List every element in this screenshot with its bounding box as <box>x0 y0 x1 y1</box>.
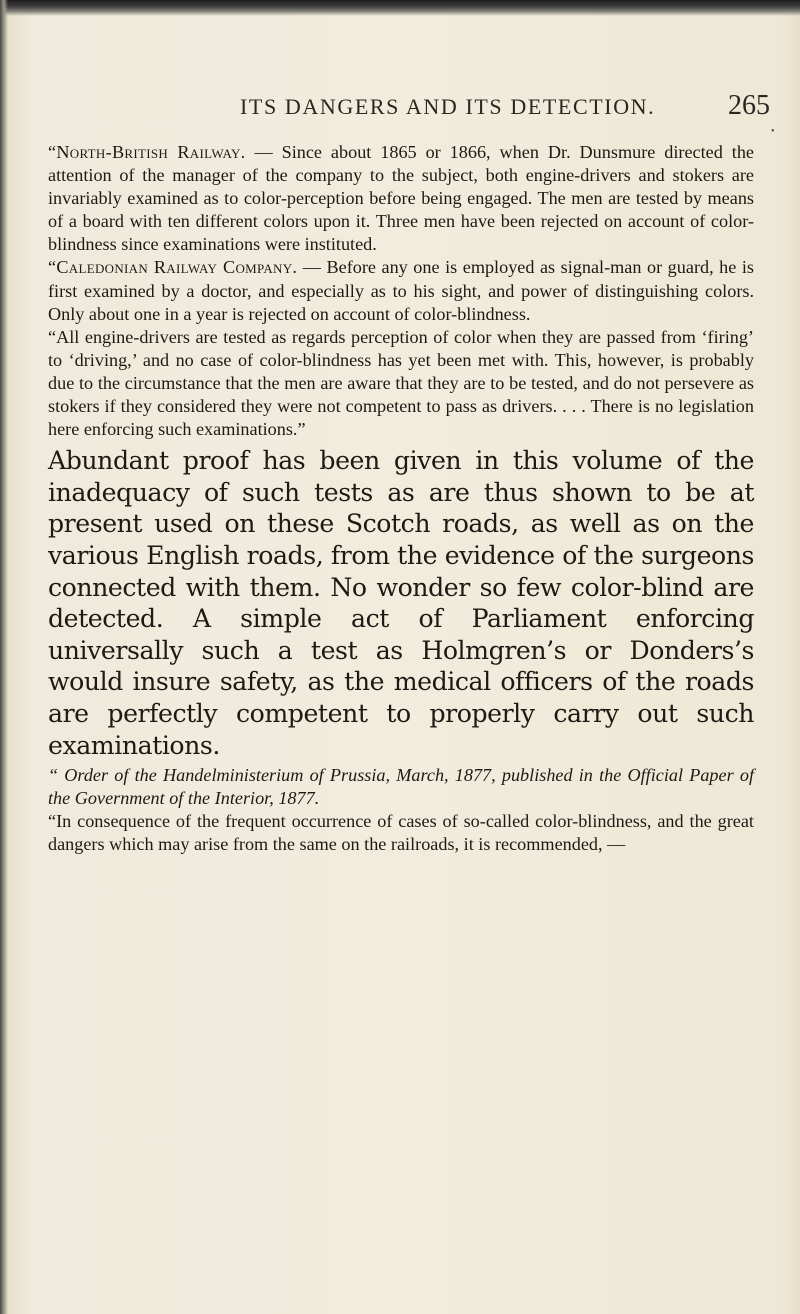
caledonian-text: — Before any one is employed as signal-man or guard, he is first examined by a doctor, and especially as to his sight, and power of distinguishing colors. Only about one in a year is rejected on account of color-blindness. <box>48 257 754 324</box>
page-header <box>240 90 770 134</box>
paragraph-abundant-proof: Abundant proof has been given in this volume of the inadequacy of such tests as are thus shown to be at present used on these Scotch roads, as well as on the various English roads, from the evidence of the surgeons connected with them. No wonder so few color-blind are detected. A simple act of Parliament enforcing universally such a test as Holmgren’s or Donders’s would insure safety, as the medical officers of the roads are perfectly competent to properly carry out such examinations. <box>48 446 754 760</box>
north-british-heading: “North-British Railway. <box>48 142 246 162</box>
page-number: 265 <box>728 90 770 121</box>
page-top-edge-shadow <box>0 0 800 16</box>
paragraph-order-prussia: “ Order of the Handelministerium of Prussia, March, 1877, published in the Official Paper of the Government of the Interior, 1877. <box>48 765 754 809</box>
caledonian-heading: “Caledonian Railway Company. <box>48 257 298 278</box>
paragraph-caledonian <box>48 256 754 325</box>
north-british-text: — Since about 1865 or 1866, when Dr. Dunsmure directed the attention of the manager of the company to the subject, both engine-drivers and stokers are invariably examined as to color-perception before being engaged. The men are tested by means of a board with ten different colors upon it. Three men have been rejected on account of color-blindness since examinations were instituted. <box>48 142 754 255</box>
paragraph-north-british <box>48 141 754 256</box>
margin-mark: • <box>771 126 775 137</box>
paragraph-consequence: “In consequence of the frequent occurrence of cases of so-called color-blindness, and the great dangers which may arise from the same on the railroads, it is recommended, — <box>48 811 754 855</box>
running-title: ITS DANGERS AND ITS DETECTION. <box>240 94 656 119</box>
body-text <box>48 141 754 857</box>
page-left-edge-shadow <box>0 0 8 1314</box>
paragraph-engine-drivers: “All engine-drivers are tested as regards perception of color when they are passed from ‘firing’ to ‘driving,’ and no case of color-blindness has yet been met with. This, however, is probably due to the circumstance that the men are aware that they are to be tested, and do not persevere as stokers if they considered they were not competent to pass as drivers. . . . There is no legislation here enforcing such examinations.” <box>48 326 754 440</box>
